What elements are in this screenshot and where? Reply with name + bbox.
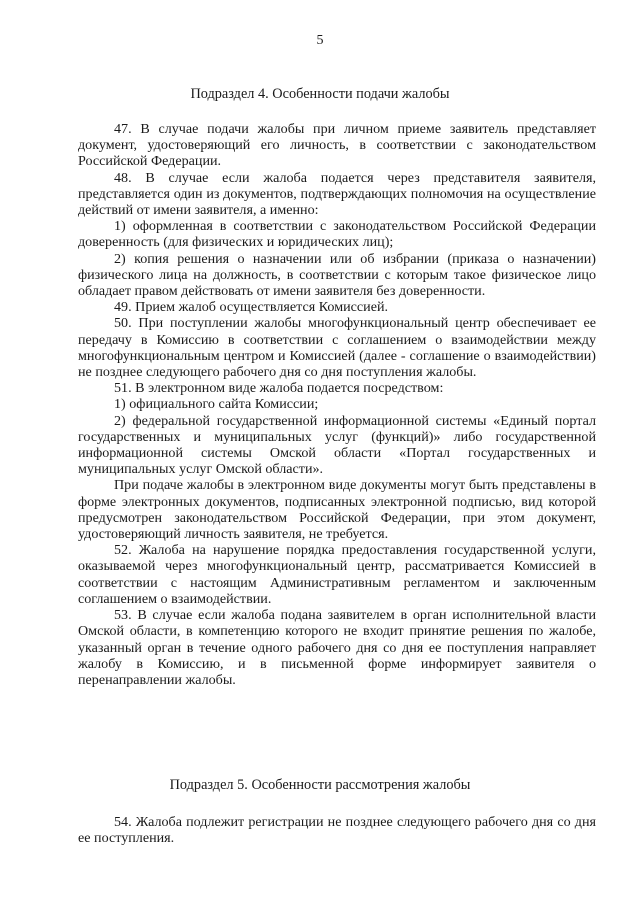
- paragraph-54: 54. Жалоба подлежит регистрации не позднее следующего рабочего дня со дня ее поступления.: [78, 814, 596, 847]
- paragraph-50: 50. При поступлении жалобы многофункциональный центр обеспечивает ее передачу в Комиссию в соответствии с соглашением о взаимодействии между многофункциональным центром и Комиссией (далее - соглашение о взаимодействии) не позднее следующего рабочего дня со дня поступления жалобы.: [78, 315, 596, 381]
- paragraph-52: 52. Жалоба на нарушение порядка предоставления государственной услуги, оказываемой через многофункциональный центр, рассматривается Комиссией в соответствии с настоящим Административным регламентом и заключенным соглашением о взаимодействии.: [78, 542, 596, 607]
- paragraph-51-item-1: 1) официального сайта Комиссии;: [114, 396, 319, 413]
- paragraph-51-item-2: 2) федеральной государственной информационной системы «Единый портал государственных и муниципальных услуг (функций)» либо государственной информационной системы Омской области «Портал государственных и муниципальных услуг Омской области».: [78, 412, 596, 478]
- paragraph-51: 51. В электронном виде жалоба подается посредством:: [114, 380, 444, 397]
- paragraph-47: 47. В случае подачи жалобы при личном приеме заявитель представляет документ, удостоверяющий его личность, в соответствии с законодательством Российской Федерации.: [78, 121, 596, 170]
- paragraph-51-electronic-docs: При подаче жалобы в электронном виде документы могут быть представлены в форме электронных документов, подписанных электронной подписью, вид которой предусмотрен законодательством Российской Федерации, при этом документ, удостоверяющий личность заявителя, не требуется.: [78, 477, 596, 543]
- section-4-body: [78, 121, 596, 688]
- section-5-body: [78, 814, 596, 846]
- section-4-title: Подраздел 4. Особенности подачи жалобы: [190, 86, 450, 102]
- paragraph-53: 53. В случае если жалоба подана заявителем в орган исполнительной власти Омской области, в компетенцию которого не входит принятие решения по жалобе, указанный орган в течение одного рабочего дня со дня ее поступления направляет жалобу в Комиссию, и в письменной форме информирует заявителя о перенаправлении жалобы.: [78, 607, 596, 688]
- paragraph-48-item-2: 2) копия решения о назначении или об избрании (приказа о назначении) физического лица на должность, в соответствии с которым такое физическое лицо обладает правом действовать от имени заявителя без доверенности.: [78, 250, 596, 300]
- paragraph-48-item-1: 1) оформленная в соответствии с законодательством Российской Федерации доверенность (для физических и юридических лиц);: [78, 218, 596, 251]
- paragraph-49: 49. Прием жалоб осуществляется Комиссией.: [114, 299, 389, 316]
- section-5-title: Подраздел 5. Особенности рассмотрения жалобы: [169, 777, 471, 793]
- paragraph-48: 48. В случае если жалоба подается через представителя заявителя, представляется один из документов, подтверждающих полномочия на осуществление действий от имени заявителя, а именно:: [78, 169, 596, 219]
- page-number: 5: [316, 33, 324, 48]
